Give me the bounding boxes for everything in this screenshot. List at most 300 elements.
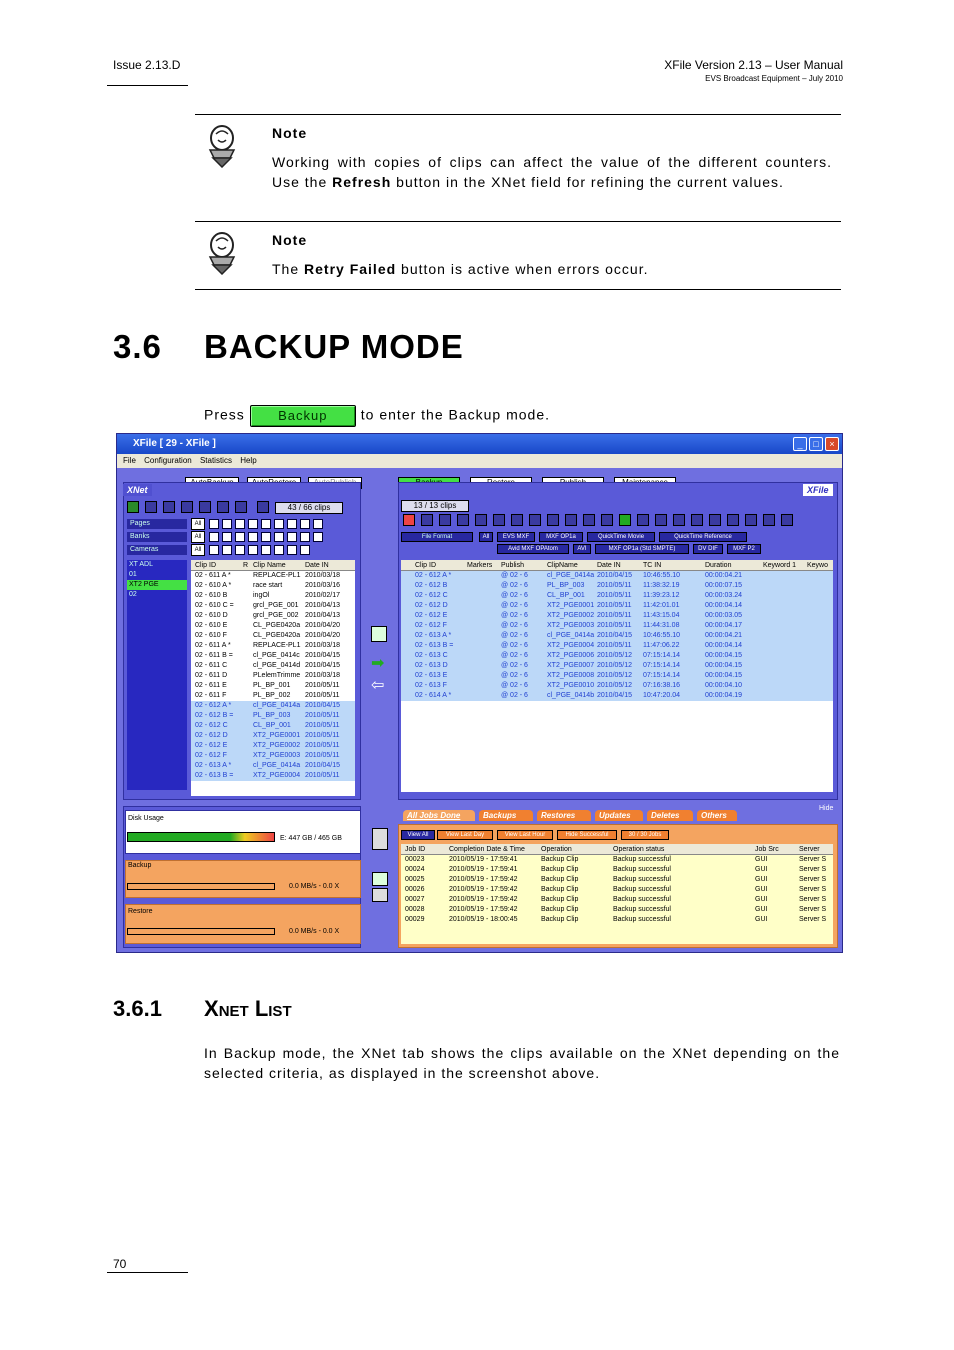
table-cell: PL_BP_003 [253, 712, 291, 719]
selector-square[interactable] [300, 532, 310, 542]
xnet-toolbar-icon[interactable] [127, 501, 139, 513]
table-cell: 02 - 612 C [195, 722, 228, 729]
xfile-toolbar-icon[interactable] [709, 514, 721, 526]
check-transfer-icon[interactable] [371, 626, 387, 642]
job-filter-button[interactable]: Hide Successful [557, 830, 617, 840]
column-header[interactable]: ClipName [547, 562, 578, 569]
hide-link[interactable]: Hide [819, 805, 834, 812]
table-cell: race start [253, 582, 283, 589]
disk-usage-label: Disk Usage [128, 815, 164, 822]
server-list-item[interactable]: 02 [129, 591, 137, 598]
table-cell: 2010/05/11 [597, 612, 632, 619]
table-cell: cl_PGE_0414a [253, 702, 301, 709]
xfile-toolbar-icon[interactable] [457, 514, 469, 526]
table-cell: XT2_PGE0001 [253, 732, 301, 739]
server-list-item[interactable]: XT2 PGE [127, 580, 187, 590]
table-cell: 02 - 612 B = [195, 712, 234, 719]
table-cell: 02 - 612 C [415, 592, 448, 599]
backup-rate-bar [127, 883, 275, 890]
selector-square[interactable] [222, 519, 232, 529]
table-cell: 2010/05/11 [305, 712, 340, 719]
table-cell: Backup Clip [541, 886, 579, 893]
table-cell: 00:00:04.14 [705, 642, 742, 649]
xfile-toolbar-icon[interactable] [475, 514, 487, 526]
clock-icon[interactable] [372, 888, 388, 902]
table-cell: 2010/04/15 [597, 572, 633, 579]
table-row[interactable] [191, 661, 355, 671]
menu-file[interactable]: File [123, 456, 136, 465]
xnet-tab[interactable]: XNet [123, 484, 152, 496]
xfile-toolbar-icon[interactable] [529, 514, 541, 526]
table-cell: @ 02 - 6 [501, 632, 528, 639]
disk-usage-value: E: 447 GB / 465 GB [280, 835, 342, 842]
selector-square[interactable] [274, 545, 284, 555]
restore-rate-label: Restore [128, 908, 153, 915]
xnet-toolbar-icon[interactable] [181, 501, 193, 513]
table-cell: 07:15:14.14 [643, 662, 680, 669]
table-cell: @ 02 - 6 [501, 672, 528, 679]
table-row[interactable] [191, 631, 355, 641]
column-header[interactable]: Keywo [807, 562, 829, 569]
selector-square[interactable] [248, 519, 258, 529]
job-tab[interactable]: Backups [479, 810, 533, 821]
xnet-clip-list[interactable] [191, 560, 355, 796]
menu-configuration[interactable]: Configuration [144, 456, 192, 465]
table-cell: 00:00:04.10 [705, 682, 742, 689]
minimize-icon[interactable]: _ [793, 437, 807, 451]
table-cell: 00023 [405, 856, 425, 863]
table-cell: 2010/04/15 [305, 652, 341, 659]
table-cell: XT2_PGE0002 [253, 742, 301, 749]
jobs-rows [401, 855, 833, 925]
server-list-item[interactable]: XT ADL [129, 561, 153, 568]
table-row[interactable] [191, 751, 355, 761]
table-cell: grcl_PGE_002 [253, 612, 299, 619]
selector-square[interactable] [222, 532, 232, 542]
body-paragraph: In Backup mode, the XNet tab shows the clips available on the XNet depending on the selected criteria, as displayed in the screenshot above. [204, 1045, 840, 1081]
table-cell: 00:00:04.15 [705, 672, 742, 679]
backup-rate-value: 0.0 MB/s - 0.0 X [289, 883, 340, 890]
selector-square[interactable] [274, 519, 284, 529]
right-clip-count: 13 / 13 clips [401, 500, 469, 512]
table-cell: 2010/04/20 [305, 632, 341, 639]
column-header[interactable]: Clip Name [253, 562, 286, 569]
column-header[interactable]: R [243, 562, 249, 569]
table-cell: Server S [799, 906, 827, 913]
column-header[interactable]: Job Src [755, 846, 779, 853]
doc-title: XFile Version 2.13 – User Manual [664, 58, 843, 72]
table-cell: 2010/05/19 - 17:59:42 [449, 896, 518, 903]
selector-square[interactable] [209, 519, 219, 529]
issue-label: Issue 2.13.D [113, 58, 181, 72]
check-icon[interactable] [372, 872, 388, 886]
xfile-clip-list[interactable] [401, 560, 833, 792]
column-header[interactable]: Operation [541, 846, 572, 853]
selector-square[interactable] [313, 532, 323, 542]
table-cell: Backup Clip [541, 916, 579, 923]
selector-square[interactable] [300, 519, 310, 529]
table-cell: 02 - 612 D [415, 602, 448, 609]
note-title: Note [272, 232, 308, 248]
note-text: Working with copies of clips can affect the value of the different counters. Use the Refresh button in the XNet field for refining the current values. [272, 154, 832, 190]
xnet-toolbar-icon[interactable] [217, 501, 229, 513]
selector-square[interactable] [261, 545, 271, 555]
page-number: 70 [113, 1257, 127, 1271]
table-cell: GUI [755, 866, 768, 873]
table-cell: 02 - 613 A * [415, 632, 452, 639]
xfile-toolbar-icon[interactable] [727, 514, 739, 526]
cameras-all-button[interactable]: All [191, 544, 205, 556]
table-cell: XT2_PGE0007 [547, 662, 595, 669]
selector-square[interactable] [235, 519, 245, 529]
table-row[interactable] [191, 731, 355, 741]
selector-square[interactable] [235, 545, 245, 555]
table-cell: Server S [799, 896, 827, 903]
subsection-heading: 3.6.1 XNET LIST [113, 996, 292, 1021]
refresh-icon[interactable] [372, 828, 388, 850]
table-row[interactable] [401, 591, 833, 601]
table-row[interactable] [191, 721, 355, 731]
selector-square[interactable] [235, 532, 245, 542]
format-filter-button[interactable]: QuickTime Reference [659, 532, 747, 542]
xfile-toolbar-icon[interactable] [421, 514, 433, 526]
table-cell: 2010/05/11 [597, 592, 632, 599]
column-header[interactable]: Date IN [597, 562, 621, 569]
table-cell: 2010/05/11 [305, 752, 340, 759]
xfile-toolbar-icon[interactable] [565, 514, 577, 526]
column-header[interactable]: Keyword 1 [763, 562, 797, 569]
table-cell: Backup successful [613, 896, 671, 903]
format-filter-button[interactable]: MXF P2 [727, 544, 761, 554]
jobs-list-header [401, 844, 833, 855]
close-icon[interactable]: × [825, 437, 839, 451]
xfile-toolbar-icon[interactable] [619, 514, 631, 526]
server-list[interactable] [127, 560, 187, 790]
table-cell: ingOl [253, 592, 270, 599]
column-header[interactable]: TC IN [643, 562, 662, 569]
table-row[interactable] [191, 691, 355, 701]
xfile-toolbar-icon[interactable] [673, 514, 685, 526]
table-cell: 2010/05/11 [597, 582, 632, 589]
table-row[interactable] [401, 651, 833, 661]
xfile-toolbar-icon[interactable] [781, 514, 793, 526]
table-cell: 02 - 610 F [195, 632, 227, 639]
selector-square[interactable] [209, 532, 219, 542]
table-cell: 02 - 613 E [415, 672, 448, 679]
column-header[interactable]: Publish [501, 562, 524, 569]
table-cell: 02 - 612 E [195, 742, 228, 749]
selector-square[interactable] [261, 532, 271, 542]
jobs-list[interactable] [401, 844, 833, 944]
footer-rule [107, 1272, 188, 1273]
table-row[interactable] [401, 905, 833, 915]
table-cell: Server S [799, 916, 827, 923]
table-row[interactable] [401, 895, 833, 905]
left-clip-count: 43 / 66 clips [275, 502, 343, 514]
selector-square[interactable] [248, 532, 258, 542]
table-cell: 02 - 610 A * [195, 582, 232, 589]
selector-square[interactable] [287, 532, 297, 542]
table-cell: 02 - 613 B = [415, 642, 454, 649]
table-cell: 02 - 610 B [195, 592, 228, 599]
retry-failed-keyword: Retry Failed [304, 261, 397, 277]
column-header[interactable]: Date IN [305, 562, 329, 569]
table-cell: cl_PGE_0414d [253, 662, 301, 669]
table-cell: XT2_PGE0003 [253, 752, 301, 759]
note-title: Note [272, 125, 308, 141]
table-cell: 07:16:38.16 [643, 682, 680, 689]
header-rule [107, 85, 188, 86]
format-filter-button[interactable]: DV DIF [693, 544, 723, 554]
table-row[interactable] [191, 671, 355, 681]
window-titlebar: XFile [ 29 - XFile ] [117, 434, 842, 454]
table-cell: 11:38:32.19 [643, 582, 680, 589]
table-cell: REPLACE-PL1 [253, 642, 301, 649]
column-header[interactable]: Clip ID [195, 562, 217, 569]
table-row[interactable] [191, 741, 355, 751]
arrow-right-icon[interactable]: ➡ [371, 655, 385, 672]
table-cell: 00:00:04.21 [705, 572, 742, 579]
table-cell: 2010/03/18 [305, 642, 341, 649]
table-row[interactable] [191, 591, 355, 601]
job-tab[interactable]: Deletes [647, 810, 693, 821]
doc-header [664, 58, 843, 83]
table-row[interactable] [191, 681, 355, 691]
format-filter-button[interactable]: AVI [573, 544, 591, 554]
table-row[interactable] [401, 885, 833, 895]
xfile-toolbar-icon[interactable] [637, 514, 649, 526]
job-tab[interactable]: Updates [595, 810, 643, 821]
table-cell: 2010/05/11 [305, 742, 340, 749]
table-cell: 02 - 614 A * [415, 692, 452, 699]
table-cell: 02 - 612 D [195, 732, 228, 739]
selector-square[interactable] [274, 532, 284, 542]
table-cell: 2010/05/11 [305, 722, 340, 729]
selector-square[interactable] [300, 545, 310, 555]
xfile-tab[interactable]: XFile [803, 484, 833, 496]
xfile-toolbar-icon[interactable] [511, 514, 523, 526]
table-cell: REPLACE-PL1 [253, 572, 301, 579]
table-cell: XT2_PGE0010 [547, 682, 595, 689]
table-cell: Backup successful [613, 876, 671, 883]
job-filter-button[interactable]: View Last Hour [497, 830, 553, 840]
table-cell: 2010/03/16 [305, 582, 341, 589]
table-cell: 00029 [405, 916, 425, 923]
xnet-toolbar-icon[interactable] [163, 501, 175, 513]
table-cell: 2010/05/11 [305, 732, 340, 739]
table-cell: XT2_PGE0006 [547, 652, 595, 659]
job-filter-button[interactable]: View All [401, 830, 435, 840]
table-row[interactable] [191, 621, 355, 631]
table-row[interactable] [191, 611, 355, 621]
column-header[interactable]: Job ID [405, 846, 426, 853]
table-row[interactable] [401, 641, 833, 651]
restore-rate-box [125, 904, 361, 944]
table-cell: 2010/05/19 - 18:00:45 [449, 916, 518, 923]
table-cell: 2010/04/15 [597, 692, 633, 699]
job-filter-button[interactable]: 30 / 30 Jobs [621, 830, 669, 840]
xnet-toolbar-icon[interactable] [235, 501, 247, 513]
column-header[interactable]: Server [799, 846, 820, 853]
table-cell: @ 02 - 6 [501, 662, 528, 669]
table-cell: CL_BP_001 [253, 722, 291, 729]
backup-rate-box [125, 860, 361, 898]
table-cell: 02 - 612 A * [415, 572, 452, 579]
job-tab[interactable]: Others [697, 810, 737, 821]
table-cell: Backup successful [613, 906, 671, 913]
job-tab[interactable]: Restores [537, 810, 591, 821]
disk-usage-bar [127, 832, 275, 842]
table-row[interactable] [191, 771, 355, 781]
table-row[interactable] [191, 641, 355, 651]
job-tab[interactable]: All Jobs Done [403, 810, 475, 821]
column-header[interactable]: Duration [705, 562, 732, 569]
xfile-toolbar-icon[interactable] [493, 514, 505, 526]
xfile-toolbar-icon[interactable] [439, 514, 451, 526]
format-filter-button[interactable]: MXF OP1a (Std SMPTE) [595, 544, 689, 554]
selector-square[interactable] [313, 519, 323, 529]
table-cell: 02 - 611 B = [195, 652, 233, 659]
table-cell: @ 02 - 6 [501, 692, 528, 699]
column-header[interactable]: Operation status [613, 846, 665, 853]
column-header[interactable]: Clip ID [415, 562, 437, 569]
section-heading [113, 328, 464, 366]
table-cell: 2010/05/19 - 17:59:41 [449, 856, 518, 863]
xnet-rows [191, 571, 355, 781]
server-list-item[interactable]: 01 [129, 571, 137, 578]
table-row[interactable] [401, 915, 833, 925]
backup-rate-label: Backup [128, 862, 152, 869]
pages-all-button[interactable]: All [191, 518, 205, 530]
maximize-icon[interactable]: □ [809, 437, 823, 451]
table-row[interactable] [401, 671, 833, 681]
banks-all-button[interactable]: All [191, 531, 205, 543]
table-cell: 02 - 613 F [415, 682, 447, 689]
selector-square[interactable] [287, 545, 297, 555]
table-cell: 11:39:23.12 [643, 592, 680, 599]
xfile-toolbar-icon[interactable] [763, 514, 775, 526]
format-filter-button[interactable]: EVS MXF [497, 532, 535, 542]
table-row[interactable] [401, 681, 833, 691]
table-cell: 11:47:06.22 [643, 642, 680, 649]
table-row[interactable] [401, 631, 833, 641]
table-cell: 00026 [405, 886, 425, 893]
table-row[interactable] [191, 651, 355, 661]
table-cell: 2010/04/13 [305, 612, 341, 619]
section-title: BACKUP MODE [204, 328, 464, 365]
table-cell: 02 - 611 E [195, 682, 227, 689]
arrow-left-icon[interactable]: ⇦ [371, 677, 385, 694]
table-cell: 00:00:03.24 [705, 592, 742, 599]
xfile-toolbar-icon[interactable] [601, 514, 613, 526]
table-cell: Server S [799, 856, 827, 863]
table-cell: 2010/05/19 - 17:59:42 [449, 876, 518, 883]
table-cell: 02 - 613 B = [195, 772, 234, 779]
table-cell: 2010/05/19 - 17:59:42 [449, 906, 518, 913]
selector-square[interactable] [261, 519, 271, 529]
format-filter-button[interactable]: MXF OP1a [539, 532, 583, 542]
table-cell: @ 02 - 6 [501, 642, 528, 649]
table-row[interactable] [401, 571, 833, 581]
table-cell: 2010/05/11 [597, 622, 632, 629]
table-cell: 02 - 613 A * [195, 762, 232, 769]
table-cell: GUI [755, 906, 768, 913]
xnet-toolbar-icon[interactable] [145, 501, 157, 513]
xfile-toolbar-icon[interactable] [691, 514, 703, 526]
table-row[interactable] [191, 581, 355, 591]
table-cell: 2010/05/11 [305, 772, 340, 779]
format-filter-button[interactable]: All [479, 532, 493, 542]
note-rule [195, 221, 841, 222]
table-cell: 02 - 612 F [415, 622, 447, 629]
table-row[interactable] [191, 571, 355, 581]
table-row[interactable] [401, 691, 833, 701]
table-cell: @ 02 - 6 [501, 682, 528, 689]
table-row[interactable] [401, 581, 833, 591]
format-filter-button[interactable]: QuickTime Movie [587, 532, 655, 542]
xnet-toolbar-icon[interactable] [199, 501, 211, 513]
xfile-toolbar-icon[interactable] [547, 514, 559, 526]
table-cell: @ 02 - 6 [501, 622, 528, 629]
table-cell: Backup Clip [541, 906, 579, 913]
job-filter-button[interactable]: View Last Day [437, 830, 493, 840]
table-row[interactable] [401, 621, 833, 631]
table-cell: 11:43:15.04 [643, 612, 680, 619]
xfile-toolbar-icon[interactable] [403, 514, 415, 526]
note-rule [195, 289, 841, 290]
table-cell: 02 - 611 C [195, 662, 228, 669]
table-cell: Backup Clip [541, 876, 579, 883]
table-cell: cl_PGE_0414a [547, 632, 595, 639]
table-row[interactable] [401, 601, 833, 611]
table-row[interactable] [191, 711, 355, 721]
column-header[interactable]: Markers [467, 562, 493, 569]
section-number: 3.6 [113, 328, 162, 365]
selector-square[interactable] [248, 545, 258, 555]
table-row[interactable] [191, 701, 355, 711]
column-header[interactable]: Completion Date & Time [449, 846, 525, 853]
table-row[interactable] [191, 601, 355, 611]
menu-help[interactable]: Help [240, 456, 257, 465]
selector-square[interactable] [287, 519, 297, 529]
format-filter-button[interactable]: Avid MXF OPAtom [497, 544, 569, 554]
table-cell: 2010/05/19 - 17:59:42 [449, 886, 518, 893]
table-row[interactable] [401, 865, 833, 875]
selector-square[interactable] [222, 545, 232, 555]
xnet-toolbar-icon[interactable] [257, 501, 269, 513]
refresh-keyword: Refresh [332, 173, 392, 190]
table-cell: 02 - 612 E [415, 612, 448, 619]
xfile-list-header [401, 560, 833, 571]
xfile-toolbar-icon[interactable] [655, 514, 667, 526]
xfile-toolbar-icon[interactable] [583, 514, 595, 526]
table-cell: 2010/05/11 [305, 682, 340, 689]
selector-square[interactable] [209, 545, 219, 555]
table-row[interactable] [191, 761, 355, 771]
table-cell: CL_PGE0420a [253, 632, 301, 639]
table-row[interactable] [401, 661, 833, 671]
table-row[interactable] [401, 875, 833, 885]
table-cell: @ 02 - 6 [501, 652, 528, 659]
table-row[interactable] [401, 855, 833, 865]
xfile-toolbar-icon[interactable] [745, 514, 757, 526]
table-row[interactable] [401, 611, 833, 621]
menu-statistics[interactable]: Statistics [199, 456, 232, 465]
table-cell: Backup Clip [541, 896, 579, 903]
table-cell: cl_PGE_0414c [253, 652, 300, 659]
table-cell: 2010/04/13 [305, 602, 341, 609]
table-cell: PL_BP_002 [253, 692, 291, 699]
